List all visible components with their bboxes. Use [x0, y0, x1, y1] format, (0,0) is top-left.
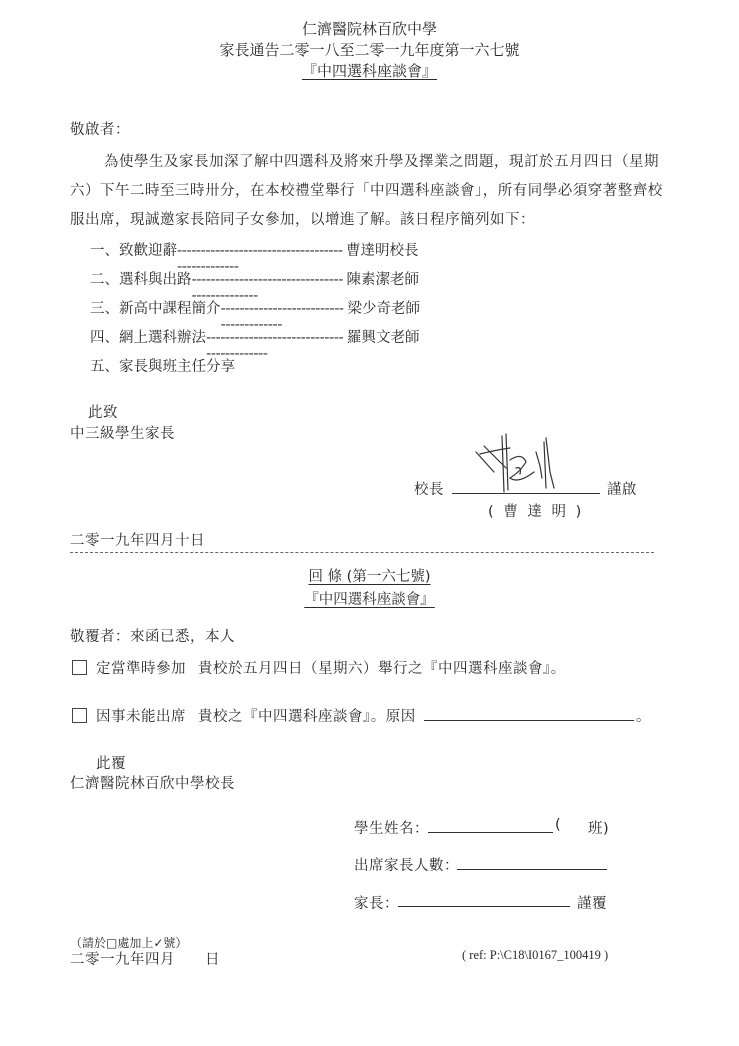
reply-title: 回 條 (第一六七號): [308, 569, 431, 585]
handwritten-signature: [470, 432, 560, 494]
salutation: 敬啟者：: [70, 122, 130, 138]
agenda-leader: ----------------------------------------------: [191, 272, 343, 304]
paragraph-line-3: 服出席，現誠邀家長陪同子女參加，以增進了解。該日程序簡列如下：: [70, 212, 535, 228]
principal-name: ( 曹 達 明 ): [488, 504, 582, 520]
closing: 此致: [88, 405, 118, 421]
reply-title-wrap: [0, 565, 739, 586]
attendees-label: 出席家長人數：: [354, 858, 459, 874]
reply-opening: 敬覆者：來函已悉，本人: [70, 629, 235, 645]
recipient: 中三級學生家長: [70, 426, 175, 442]
reply-recipient: 仁濟醫院林百欣中學校長: [70, 776, 235, 792]
reply-closing: 此覆: [96, 756, 126, 772]
tear-off-separator: [70, 552, 654, 553]
class-label: 班): [588, 821, 610, 837]
paragraph-line-2: 六）下午二時至三時卅分，在本校禮堂舉行「中四選科座談會」，所有同學必須穿著整齊校: [70, 183, 663, 199]
agenda-leader: ------------------------------------------------: [177, 243, 343, 275]
signature-title: 校長: [414, 482, 444, 498]
parent-label: 家長：: [354, 896, 399, 912]
agenda-item: 二、選科與出路: [90, 272, 192, 288]
reply-event-wrap: [0, 588, 739, 609]
attend-text: 貴校於五月四日（星期六）舉行之『中四選科座談會』。: [198, 661, 566, 677]
event-title-wrap: [0, 60, 739, 81]
agenda-speaker: 羅興文老師: [347, 330, 420, 346]
reply-date: 二零一九年四月: [70, 952, 175, 968]
event-title: 『中四選科座談會』: [301, 62, 437, 80]
agenda-speaker: 梁少奇老師: [347, 301, 420, 317]
reply-event-title: 『中四選科座談會』: [304, 592, 435, 608]
notice-number: 家長通告二零一八至二零一九年度第一六七號: [219, 41, 520, 59]
student-name-field[interactable]: [428, 832, 553, 833]
agenda-speaker: 陳素潔老師: [346, 272, 419, 288]
letter-date: 二零一九年四月十日: [70, 533, 205, 549]
attendees-field[interactable]: [457, 869, 607, 870]
student-name-label: 學生姓名：: [354, 821, 429, 837]
class-open-paren: (: [555, 817, 562, 833]
signature-respect: 謹啟: [607, 482, 637, 498]
reply-date-day: 日: [205, 952, 220, 968]
reason-field[interactable]: [424, 720, 634, 721]
agenda-item: 四、網上選科辦法: [90, 330, 206, 346]
instruction-note: （請於□處加上✓號）: [70, 936, 188, 950]
parent-respect: 謹覆: [577, 896, 607, 912]
agenda-item: 五、家長與班主任分享: [90, 359, 235, 375]
agenda-item: 一、致歡迎辭: [90, 243, 177, 259]
reason-period: 。: [636, 709, 651, 725]
agenda-row: [90, 355, 235, 376]
school-name: 仁濟醫院林百欣中學: [301, 20, 437, 38]
absent-text: 貴校之『中四選科座談會』。原因: [198, 709, 416, 725]
agenda-leader: ------------------------------------------: [206, 330, 344, 362]
attend-checkbox[interactable]: [72, 660, 87, 675]
absent-label: 因事未能出席: [96, 709, 186, 725]
attend-label: 定當準時參加: [96, 661, 186, 677]
parent-signature-field[interactable]: [398, 906, 570, 907]
reference-code: ( ref: P:\C18\I0167_100419 ): [462, 948, 609, 962]
agenda-item: 三、新高中課程簡介: [90, 301, 221, 317]
agenda-speaker: 曹達明校長: [346, 243, 419, 259]
absent-checkbox[interactable]: [72, 708, 87, 723]
agenda-leader: ---------------------------------------: [220, 301, 344, 333]
paragraph-line-1: 為使學生及家長加深了解中四選科及將來升學及擇業之問題，現訂於五月四日（星期: [104, 154, 659, 170]
